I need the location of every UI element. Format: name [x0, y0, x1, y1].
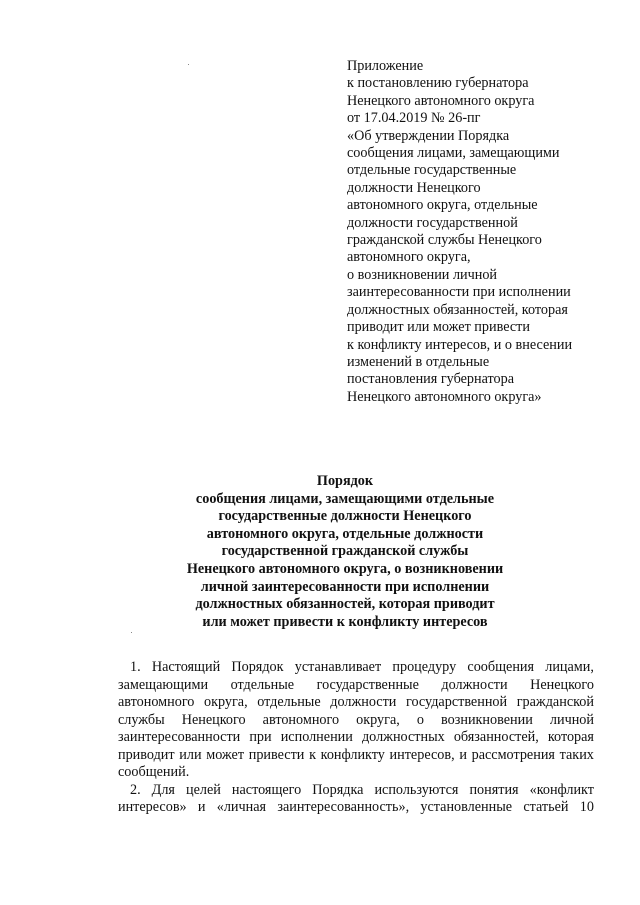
- word: установленные: [420, 799, 513, 815]
- word: может: [206, 746, 245, 763]
- word: службы: [118, 711, 165, 728]
- appendix-line: изменений в отдельные: [347, 353, 490, 370]
- appendix-line: «Об утверждении Порядка: [347, 127, 510, 144]
- appendix-header: [347, 58, 617, 406]
- word: округа,: [356, 711, 400, 728]
- title-line: Порядок: [316, 473, 374, 489]
- paragraph-1-line-2: [118, 677, 594, 695]
- document-title: [120, 473, 570, 631]
- word: к: [309, 746, 316, 763]
- word: или: [179, 746, 202, 763]
- paragraph-1-line-5: [118, 729, 594, 747]
- word: 10: [579, 799, 594, 815]
- appendix-line: к постановлению губернатора: [347, 75, 529, 92]
- word: настоящего: [231, 781, 302, 798]
- word: приводит: [118, 746, 175, 763]
- word: статьей: [523, 799, 569, 815]
- appendix-line: Ненецкого автономного округа: [347, 92, 535, 109]
- word: исполнении: [280, 729, 353, 745]
- paragraph-1-line-6: [118, 747, 594, 765]
- word: Ненецкого: [530, 676, 594, 693]
- word: отдельные: [257, 694, 321, 710]
- word: возникновении: [441, 711, 533, 728]
- word: при: [249, 729, 272, 745]
- word: отдельные: [230, 676, 295, 693]
- appendix-line: автономного округа,: [347, 249, 471, 266]
- word: Порядок: [231, 659, 284, 675]
- appendix-line: от 17.04.2019 № 26-пг: [347, 110, 481, 127]
- word: обязанностей,: [453, 729, 539, 745]
- scan-speck: [131, 632, 132, 633]
- word: 1.: [130, 659, 141, 675]
- appendix-line: отдельные государственные: [347, 162, 517, 179]
- word: интересов,: [389, 746, 455, 763]
- appendix-line: постановления губернатора: [347, 371, 515, 388]
- word: Ненецкого: [181, 711, 246, 728]
- word: и: [459, 746, 467, 763]
- word: Настоящий: [151, 659, 221, 675]
- word: рассмотрения: [471, 746, 555, 763]
- word: сообщения: [467, 659, 535, 675]
- title-line: сообщения лицами, замещающими отдельные: [195, 490, 495, 507]
- paragraph-2-line-1: [118, 782, 594, 800]
- word: автономного: [118, 694, 195, 710]
- title-line: государственной гражданской службы: [221, 543, 469, 560]
- word: должности: [441, 676, 508, 693]
- appendix-line: сообщения лицами, замещающими: [347, 145, 560, 162]
- title-line: или может привести к конфликту интересов: [202, 613, 488, 630]
- word: автономного: [262, 711, 340, 728]
- appendix-line: о возникновении личной: [347, 266, 498, 283]
- title-line: должностных обязанностей, которая приводит: [195, 596, 495, 613]
- word: заинтересованности: [118, 729, 241, 745]
- appendix-line: должности государственной: [347, 214, 518, 231]
- appendix-line: Приложение: [347, 58, 424, 74]
- word: государственные: [316, 676, 419, 693]
- title-line: личной заинтересованности при исполнении: [200, 578, 490, 595]
- word: используются: [374, 781, 459, 798]
- word: должностных: [361, 729, 445, 745]
- word: Для: [151, 781, 175, 798]
- word: 2.: [130, 781, 141, 798]
- appendix-line: должностных обязанностей, которая: [347, 301, 568, 318]
- appendix-line: заинтересованности при исполнении: [347, 284, 571, 301]
- appendix-line: Ненецкого автономного округа»: [347, 388, 542, 405]
- appendix-line: должности Ненецкого: [347, 179, 481, 196]
- paragraph-1-line-7: сообщений.: [118, 764, 190, 780]
- word: таких: [559, 746, 594, 763]
- word: целей: [186, 781, 221, 798]
- appendix-line: гражданской службы Ненецкого: [347, 232, 542, 249]
- word: заинтересованность»,: [277, 799, 410, 815]
- word: Порядка: [312, 781, 364, 798]
- document-body: [118, 659, 594, 817]
- word: устанавливает: [294, 659, 382, 675]
- word: государственной: [405, 694, 508, 710]
- title-line: Ненецкого автономного округа, о возникновении: [186, 560, 504, 577]
- word: о: [416, 711, 424, 728]
- word: понятия: [469, 781, 519, 798]
- word: гражданской: [516, 694, 594, 710]
- scan-speck: [188, 64, 189, 65]
- word: округа,: [203, 694, 248, 710]
- word: «личная: [216, 799, 267, 815]
- paragraph-1-line-1: [118, 659, 594, 677]
- appendix-line: автономного округа, отдельные: [347, 197, 538, 214]
- appendix-line: приводит или может привести: [347, 319, 530, 336]
- word: которая: [547, 729, 594, 745]
- paragraph-2-line-2: [118, 799, 594, 817]
- word: «конфликт: [529, 781, 594, 798]
- paragraph-1-line-4: [118, 712, 594, 730]
- title-line: автономного округа, отдельные должности: [206, 525, 484, 542]
- word: лицами,: [545, 659, 594, 675]
- appendix-line: к конфликту интересов, и о внесении: [347, 336, 573, 353]
- word: процедуру: [392, 659, 457, 675]
- title-line: государственные должности Ненецкого: [218, 508, 472, 525]
- word: конфликту: [320, 746, 385, 763]
- word: должности: [330, 694, 397, 710]
- word: замещающими: [118, 676, 209, 693]
- word: личной: [549, 711, 594, 728]
- word: и: [197, 799, 206, 815]
- paragraph-1-line-3: [118, 694, 594, 712]
- word: интересов»: [118, 799, 187, 815]
- word: привести: [248, 746, 305, 763]
